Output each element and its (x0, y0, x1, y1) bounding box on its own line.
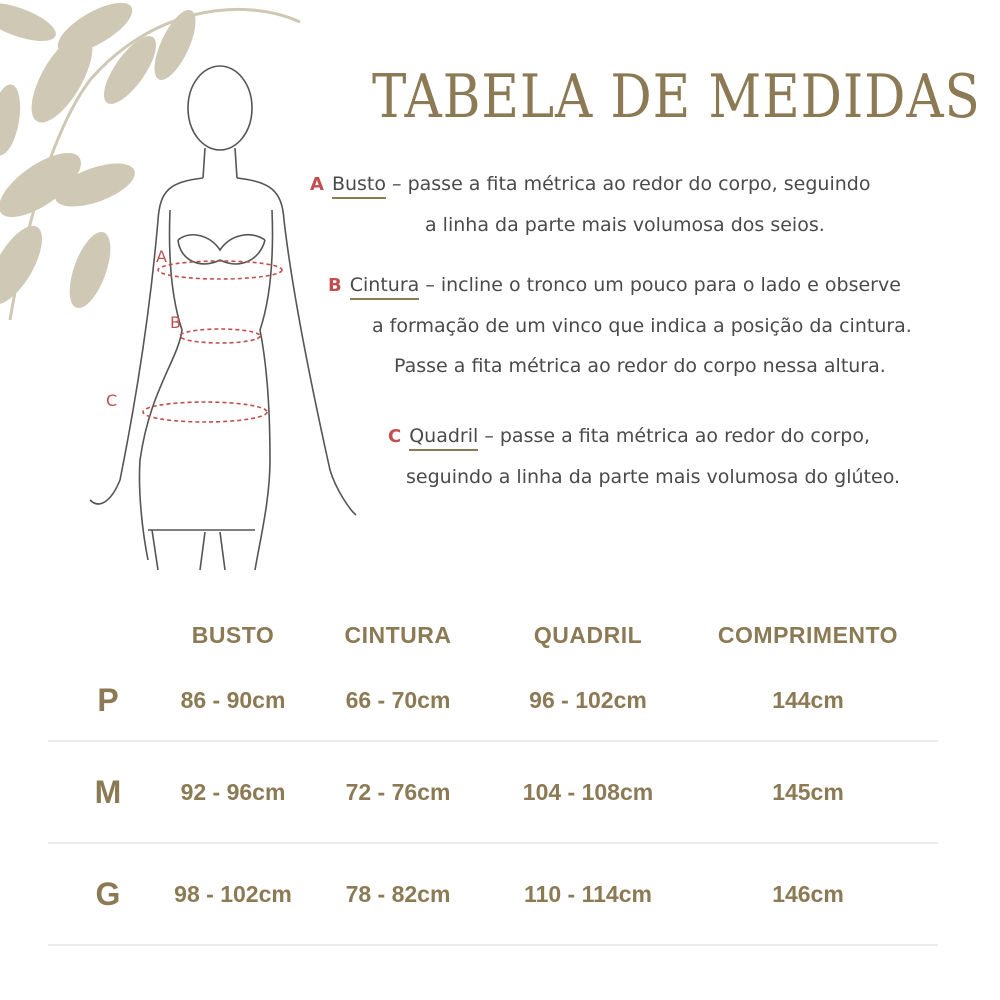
measure-hip-line2: seguindo a linha da parte mais volumosa do glúteo. (406, 466, 901, 488)
cell-length: 145cm (772, 778, 844, 805)
table-row (48, 660, 938, 740)
measure-bust-line2: a linha da parte mais volumosa dos seios. (425, 214, 825, 236)
measure-hip-line1: – passe a fita métrica ao redor do corpo, (478, 425, 871, 447)
page-title: TABELA DE MEDIDAS (372, 62, 981, 132)
cell-bust: 86 - 90cm (180, 686, 286, 713)
size-label: G (95, 875, 121, 912)
measure-waist-line3: Passe a fita métrica ao redor do corpo nessa altura. (394, 355, 886, 377)
measure-hip-description (388, 416, 988, 497)
measure-letter-a: A (310, 174, 324, 195)
measure-term-hip: Quadril (409, 425, 478, 451)
figure-label-b: B (170, 313, 181, 332)
header-waist: CINTURA (344, 621, 452, 648)
size-table (48, 610, 938, 946)
table-row (48, 844, 938, 944)
figure-label-a: A (156, 247, 167, 266)
cell-length: 144cm (772, 686, 844, 713)
measure-letter-c: C (388, 426, 402, 447)
cell-hip: 96 - 102cm (529, 686, 647, 713)
measure-bust-description (310, 164, 970, 245)
table-header-row (48, 610, 938, 660)
cell-waist: 78 - 82cm (345, 880, 451, 907)
figure-label-c: C (106, 391, 118, 410)
measure-term-bust: Busto (332, 173, 386, 199)
size-label: M (94, 773, 122, 810)
measure-bust-line1: – passe a fita métrica ao redor do corpo, seguindo (386, 173, 871, 195)
cell-bust: 98 - 102cm (174, 880, 292, 907)
cell-waist: 72 - 76cm (345, 778, 451, 805)
cell-length: 146cm (772, 880, 844, 907)
header-bust: BUSTO (191, 621, 275, 648)
cell-bust: 92 - 96cm (180, 778, 286, 805)
measure-waist-line1: – incline o tronco um pouco para o lado e observe (419, 274, 901, 296)
size-label: P (97, 681, 119, 718)
cell-waist: 66 - 70cm (345, 686, 451, 713)
measure-term-waist: Cintura (350, 274, 420, 300)
measure-waist-line2: a formação de um vinco que indica a posição da cintura. (372, 315, 912, 337)
cell-hip: 110 - 114cm (524, 880, 652, 907)
measure-waist-description (328, 265, 978, 386)
cell-hip: 104 - 108cm (522, 778, 654, 805)
row-divider (48, 944, 938, 946)
table-row (48, 742, 938, 842)
measure-letter-b: B (328, 275, 342, 296)
header-hip: QUADRIL (533, 621, 643, 648)
header-length: COMPRIMENTO (717, 621, 899, 648)
